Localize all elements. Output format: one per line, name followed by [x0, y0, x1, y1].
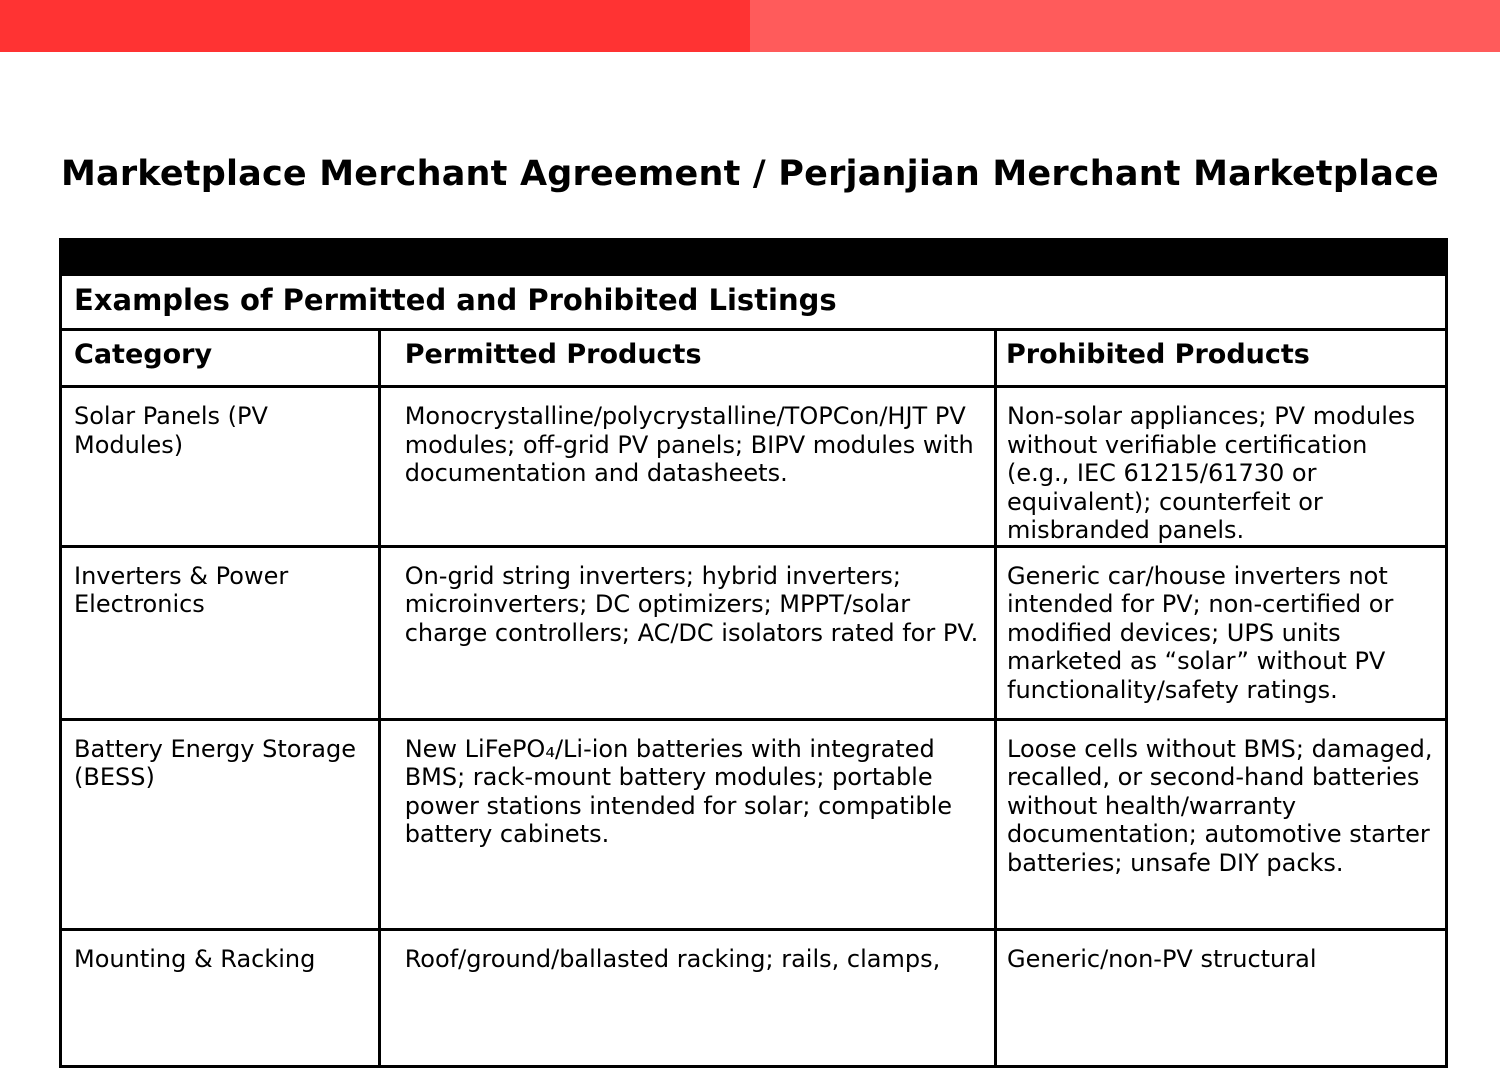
permitted-cell: Roof/ground/ballasted racking; rails, clamps, [379, 929, 995, 1066]
prohibited-cell: Non-solar appliances; PV modules without verifiable certification (e.g., IEC 61215/61730 or equivalent); counterfeit or misbranded panels. [996, 387, 1447, 547]
prohibited-cell: Loose cells without BMS; damaged, recalled, or second-hand batteries without health/warranty documentation; automotive starter batteries; unsafe DIY packs. [996, 719, 1447, 929]
table-header-row [61, 330, 1447, 387]
listings-table [59, 238, 1448, 1068]
header-band-left [0, 0, 750, 52]
category-cell: Battery Energy Storage (BESS) [61, 719, 380, 929]
header-category: Category [61, 330, 380, 387]
table-top-bar-cell [61, 240, 1447, 275]
table-caption: Examples of Permitted and Prohibited Listings [61, 275, 1447, 330]
prohibited-cell: Generic/non-PV structural [996, 929, 1447, 1066]
table-row [61, 546, 1447, 719]
table-top-bar [61, 240, 1447, 275]
header-permitted: Permitted Products [379, 330, 995, 387]
permitted-cell: On-grid string inverters; hybrid inverters; microinverters; DC optimizers; MPPT/solar charge controllers; AC/DC isolators rated for PV. [379, 546, 995, 719]
table-row [61, 929, 1447, 1066]
document-title: Marketplace Merchant Agreement / Perjanjian Merchant Marketplace [61, 154, 1439, 194]
header-band-right [750, 0, 1500, 52]
header-prohibited: Prohibited Products [996, 330, 1447, 387]
prohibited-cell: Generic car/house inverters not intended for PV; non-certified or modified devices; UPS units marketed as “solar” without PV functionality/safety ratings. [996, 546, 1447, 719]
permitted-cell: New LiFePO₄/Li-ion batteries with integrated BMS; rack-mount battery modules; portable power stations intended for solar; compatible battery cabinets. [379, 719, 995, 929]
category-cell: Inverters & Power Electronics [61, 546, 380, 719]
table-row [61, 387, 1447, 547]
category-cell: Solar Panels (PV Modules) [61, 387, 380, 547]
permitted-cell: Monocrystalline/polycrystalline/TOPCon/HJT PV modules; off-grid PV panels; BIPV modules with documentation and datasheets. [379, 387, 995, 547]
table-row [61, 719, 1447, 929]
category-cell: Mounting & Racking [61, 929, 380, 1066]
table-caption-row [61, 275, 1447, 330]
